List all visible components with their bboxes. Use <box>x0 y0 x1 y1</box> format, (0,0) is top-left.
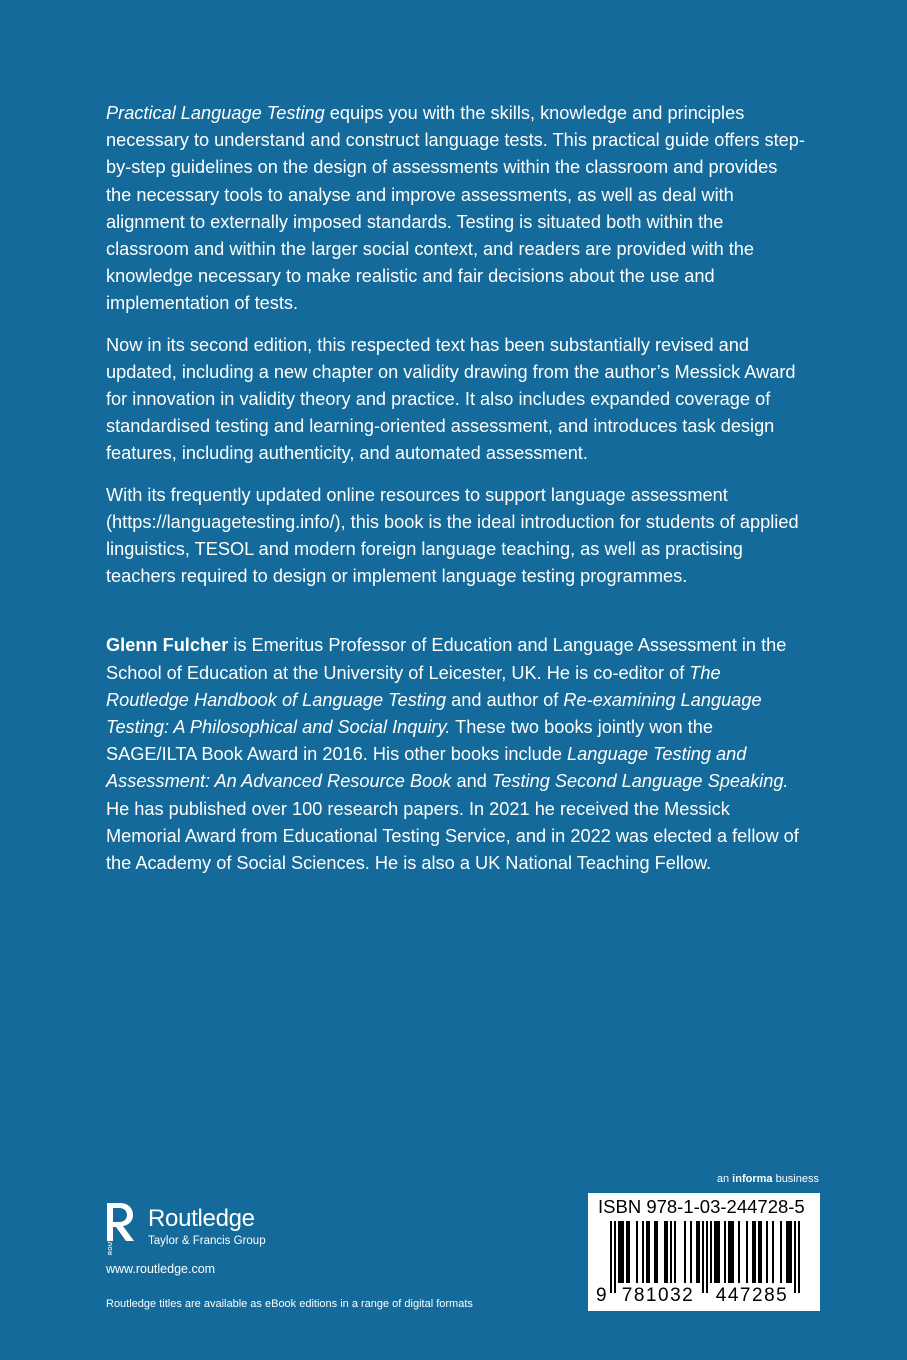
barcode-bar <box>730 1221 732 1283</box>
barcode-bar <box>684 1221 686 1283</box>
bio-book-2: Re-examining Language Testing: A Philosophical and Social Inquiry. <box>106 689 762 738</box>
ebook-note: Routledge titles are available as eBook editions in a range of digital formats <box>106 1298 473 1310</box>
bio-text-4: and <box>451 771 492 792</box>
informa-prefix: an <box>716 1173 733 1185</box>
barcode-bar <box>610 1221 612 1293</box>
ean-digits-right: 447285 <box>715 1285 789 1306</box>
barcode-bar <box>656 1221 658 1283</box>
barcode-bar <box>702 1221 704 1293</box>
barcode-bar <box>628 1221 630 1283</box>
barcode-bar <box>788 1221 790 1283</box>
barcode-bar <box>790 1221 792 1283</box>
barcode-bar <box>766 1221 768 1283</box>
barcode-bar <box>622 1221 624 1283</box>
barcode-bar <box>794 1221 796 1293</box>
barcode-bar <box>732 1221 734 1283</box>
barcode-bar <box>664 1221 666 1283</box>
bio-book-3: Language Testing and Assessment: An Advanced Resource Book <box>106 744 747 792</box>
barcode-bar <box>646 1221 648 1283</box>
ean-digit-lead: 9 <box>596 1285 607 1306</box>
barcode-bar <box>648 1221 650 1283</box>
publisher-name: Routledge <box>148 1205 255 1232</box>
barcode-bar <box>724 1221 726 1283</box>
informa-brand: informa <box>732 1173 773 1185</box>
barcode-bar <box>706 1221 708 1293</box>
barcode-bar <box>772 1221 774 1283</box>
barcode-bar <box>714 1221 716 1283</box>
ean-digits-left: 781032 <box>621 1285 695 1306</box>
routledge-r-icon <box>104 1201 136 1257</box>
back-cover-blurb <box>106 100 806 891</box>
blurb-paragraph-1 <box>106 100 806 318</box>
isbn-barcode-panel <box>588 1193 820 1311</box>
routledge-logo <box>104 1201 304 1257</box>
bio-book-1: The Routledge Handbook of Language Testing <box>106 662 721 710</box>
barcode-bar <box>674 1221 676 1283</box>
bio-text-5: He has published over 100 research papers. In 2021 he received the Messick Memorial Award from Educational Testing Service, and in 2022 was elected a fellow of the Academy of Social Sciences. He is also a UK National Teaching Fellow. <box>106 798 799 874</box>
barcode-bar <box>626 1221 628 1283</box>
barcode-bar <box>696 1221 698 1283</box>
barcode-bar <box>798 1221 800 1293</box>
ean-digits <box>596 1285 788 1306</box>
barcode-bar <box>754 1221 756 1283</box>
barcode-bar <box>698 1221 700 1283</box>
barcode-bar <box>654 1221 656 1283</box>
book-title-mention: Practical Language Testing <box>106 103 325 123</box>
bio-text-3: These two books jointly won the SAGE/ILTA Book Award in 2016. His other books include <box>106 717 713 765</box>
bio-book-4: Testing Second Language Speaking. <box>491 771 789 792</box>
author-name: Glenn Fulcher <box>106 635 229 656</box>
barcode-bar <box>670 1221 672 1283</box>
informa-tagline <box>717 1173 819 1185</box>
barcode-bar <box>760 1221 762 1283</box>
author-bio <box>106 632 806 877</box>
bio-text-1: is Emeritus Professor of Education and Language Assessment in the School of Education at the University of Leicester, UK. He is co-editor of <box>106 635 787 683</box>
barcode-bar <box>758 1221 760 1283</box>
barcode-bar <box>752 1221 754 1283</box>
blurb-paragraph-3: With its frequently updated online resources to support language assessment (https://languagetesting.info/), this book is the ideal introduction for students of applied linguistics, TESOL and modern foreign language teaching, as well as practising teachers required to design or implement language testing programmes. <box>106 484 799 587</box>
publisher-url[interactable]: www.routledge.com <box>106 1262 216 1276</box>
publisher-group: Taylor & Francis Group <box>148 1235 266 1247</box>
routledge-spine-text: ROUTLEDGE <box>108 1216 114 1255</box>
barcode-bar <box>746 1221 748 1283</box>
blurb-paragraph-2: Now in its second edition, this respected text has been substantially revised and updated, including a new chapter on validity drawing from the author’s Messick Award for innovation in validity theory and practice. It also includes expanded coverage of standardised testing and learning-oriented assessment, and introduces task design features, including authenticity, and automated assessment. <box>106 334 796 464</box>
informa-suffix: business <box>772 1173 819 1185</box>
barcode-bar <box>620 1221 622 1283</box>
barcode-bar <box>728 1221 730 1283</box>
isbn-label: ISBN 978-1-03-244728-5 <box>598 1196 805 1217</box>
barcode-bar <box>618 1221 620 1283</box>
barcode-bar <box>716 1221 718 1283</box>
barcode <box>588 1193 820 1311</box>
barcode-bar <box>780 1221 782 1283</box>
blurb-paragraph-1-text: equips you with the skills, knowledge and principles necessary to understand and construct language tests. This practical guide offers step-by-step guidelines on the design of assessments within the classroom and provides the necessary tools to analyse and improve assessments, as well as deal with alignment to externally imposed standards. Testing is situated both within the classroom and within the larger social context, and readers are provided with the knowledge necessary to make realistic and fair decisions about the use and implementation of tests. <box>106 103 805 314</box>
barcode-bar <box>614 1221 616 1293</box>
barcode-bar <box>710 1221 712 1283</box>
barcode-bar <box>636 1221 638 1283</box>
bio-text-2: and author of <box>446 689 564 710</box>
barcode-bar <box>642 1221 644 1283</box>
barcode-bar <box>738 1221 740 1283</box>
barcode-bar <box>690 1221 692 1283</box>
barcode-bar <box>718 1221 720 1283</box>
barcode-bar <box>786 1221 788 1283</box>
barcode-bar <box>666 1221 668 1283</box>
